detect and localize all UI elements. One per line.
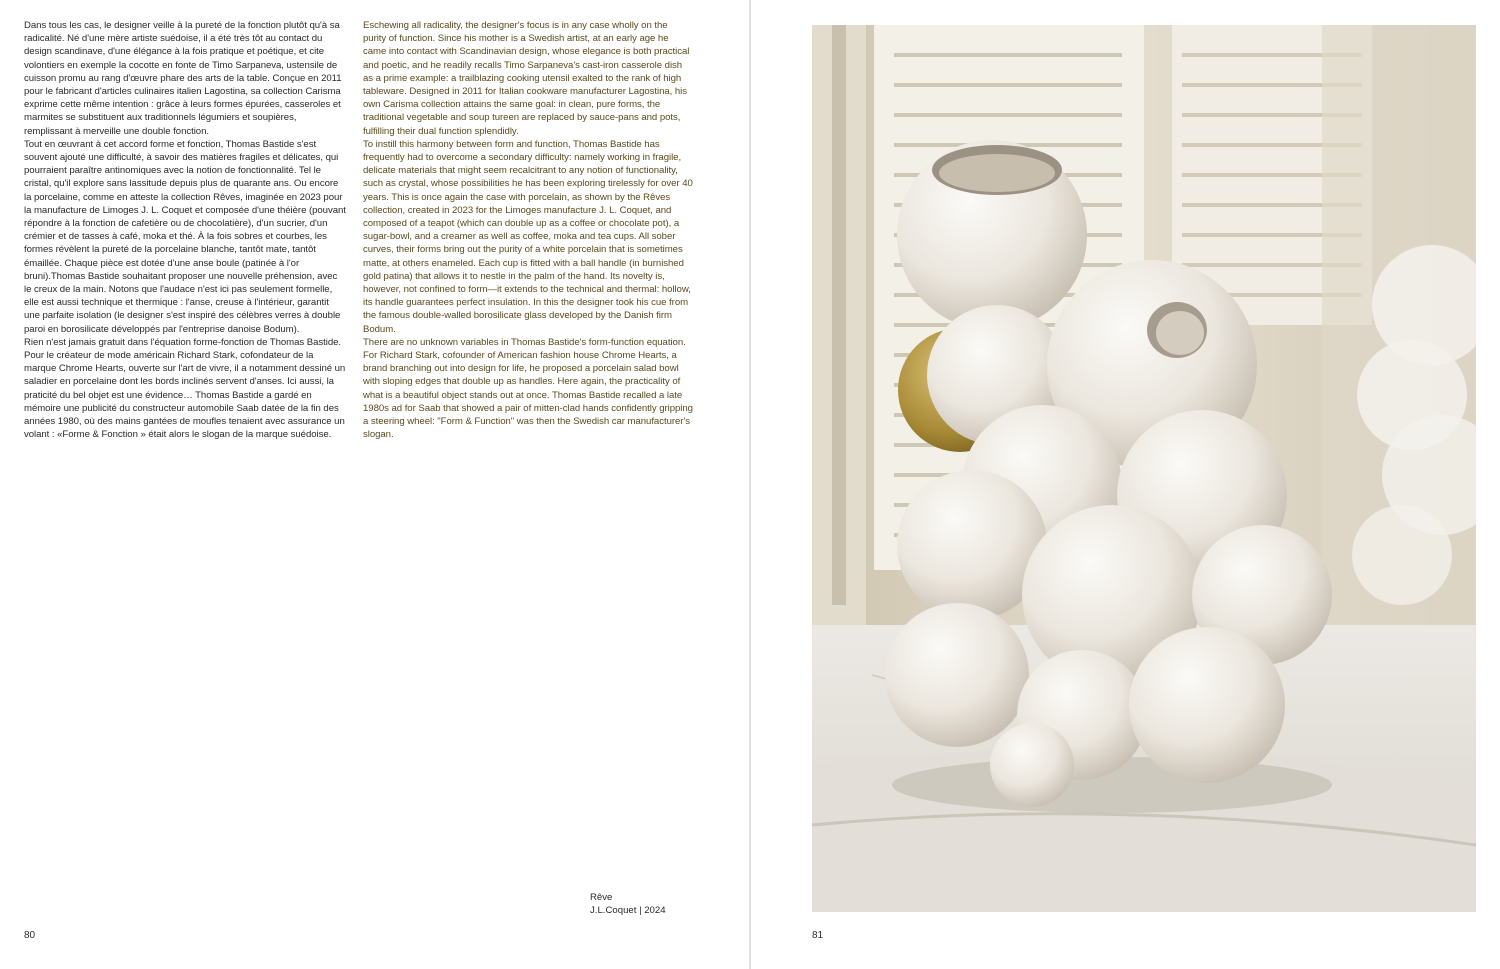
photo-caption bbox=[590, 891, 666, 917]
porcelain-vase-photo bbox=[812, 25, 1476, 912]
english-paragraph: Eschewing all radicality, the designer's focus is in any case wholly on the purity of function. Since his mother is a Swedish artist, at an early age he came into contact with Scandinavian design, whose elegance is both practical and poetic, and he readily recalls Timo Sarpaneva's cast-iron casserole dish as a prime example: a trailblazing cooking utensil exalted to the rank of high tableware. Designed in 2011 for Italian cookware manufacturer Lagostina, his own Carisma collection attains the same goal: in clean, pure forms, the traditional vegetable and soup tureen are replaced by sauce-pans and pots, fulfilling their dual function splendidly. bbox=[363, 20, 690, 137]
vase-illustration bbox=[812, 25, 1476, 912]
french-text-column bbox=[24, 19, 346, 442]
page-number-left: 80 bbox=[24, 930, 36, 941]
french-paragraph: Tout en œuvrant à cet accord forme et fonction, Thomas Bastide s'est souvent ajouté une difficulté, à savoir des matières fragiles et délicates, qui pourraient paraître antinomiques avec la notion de fonctionnalité. Tel le cristal, qu'il explore sans lassitude depuis plus de quarante ans. Ou encore la porcelaine, comme en atteste la collection Rêves, imaginée en 2023 pour la manufacture de Limoges J. L. Coquet et composée d'une théière (pouvant répondre à la fonction de cafetière ou de chocolatière), d'un sucrier, d'un crémier et de tasses à café, moka et thé. À la fois sobres et courbes, les formes révèlent la pureté de la porcelaine blanche, tantôt mate, tantôt émaillée. Chaque pièce est dotée d'une anse boule (patinée à l'or bruni).Thomas Bastide souhaitant proposer une nouvelle préhension, avec le creux de la main. Notons que l'audace n'est ici pas seulement formelle, elle est aussi technique et thermique : l'anse, creuse à l'intérieur, garantit une parfaite isolation (le designer s'est inspiré des célèbres verres à double paroi en borosilicate développés par l'entreprise danoise Bodum). bbox=[24, 138, 346, 335]
english-paragraph: To instill this harmony between form and function, Thomas Bastide has frequently had to overcome a secondary difficulty: namely working in fragile, delicate materials that might seem recalcitrant to any notion of functionality, such as crystal, whose possibilities he has been exploring tirelessly for over 40 years. This is once again the case with porcelain, as shown by the Rêves collection, created in 2023 for the Limoges manufacture J. L. Coquet, and composed of a teapot (which can double up as a coffee or chocolate pot), a sugar-bowl, and a creamer as well as coffee, moka and tea cups. All sober curves, their forms bring out the purity of a white porcelain that is sometimes matte, at others enameled. Each cup is fitted with a ball handle (in burnished gold patina) that allows it to nestle in the palm of the hand. Its novelty is, however, not confined to form—it extends to the technical and thermal: hollow, its handle guarantees perfect insulation. In this the designer took his cue from the famous double-walled borosilicate glass developed by the Danish firm Bodum. bbox=[363, 138, 693, 335]
french-paragraph: Rien n'est jamais gratuit dans l'équation forme-fonction de Thomas Bastide. Pour le créateur de mode américain Richard Stark, cofondateur de la marque Chrome Hearts, ouverte sur l'art de vivre, il a notamment dessiné un saladier en porcelaine dont les bords inclinés servent d'anses. Ici aussi, la praticité du bel objet est une évidence… Thomas Bastide a gardé en mémoire une publicité du constructeur automobile Saab datée de la fin des années 1980, où des mains gantées de moufles tenaient avec assurance un volant : «Forme & Fonction » était alors le slogan de la marque suédoise. bbox=[24, 336, 346, 441]
left-page bbox=[0, 0, 749, 969]
english-text-column bbox=[363, 19, 693, 442]
english-paragraph: There are no unknown variables in Thomas Bastide's form-function equation. For Richard Stark, cofounder of American fashion house Chrome Hearts, a brand branching out into design for life, he proposed a porcelain salad bowl with sloping edges that double up as handles. Here again, the practicality of what is a beautiful object stands out at once. Thomas Bastide recalled a late 1980s ad for Saab that showed a pair of mitten-clad hands confidently gripping a steering wheel: "Form & Function" was then the Swedish car manufacturer's slogan. bbox=[363, 336, 693, 441]
right-page bbox=[751, 0, 1500, 969]
caption-title: Rêve bbox=[590, 892, 613, 903]
caption-credit: J.L.Coquet | 2024 bbox=[590, 905, 666, 916]
french-paragraph: Dans tous les cas, le designer veille à la pureté de la fonction plutôt qu'à sa radicalité. Né d'une mère artiste suédoise, il a été très tôt au contact du design scandinave, d'une élégance à la fois pratique et poétique, et cite volontiers en exemple la cocotte en fonte de Timo Sarpaneva, ustensile de cuisson promu au rang d'œuvre phare des arts de la table. Conçue en 2011 pour le fabricant d'articles culinaires italien Lagostina, sa collection Carisma exprime cette même intention : grâce à leurs formes épurées, casseroles et marmites se substituent aux traditionnels légumiers et soupières, remplissant à merveille une double fonction. bbox=[24, 20, 342, 137]
page-number-right: 81 bbox=[812, 930, 824, 941]
